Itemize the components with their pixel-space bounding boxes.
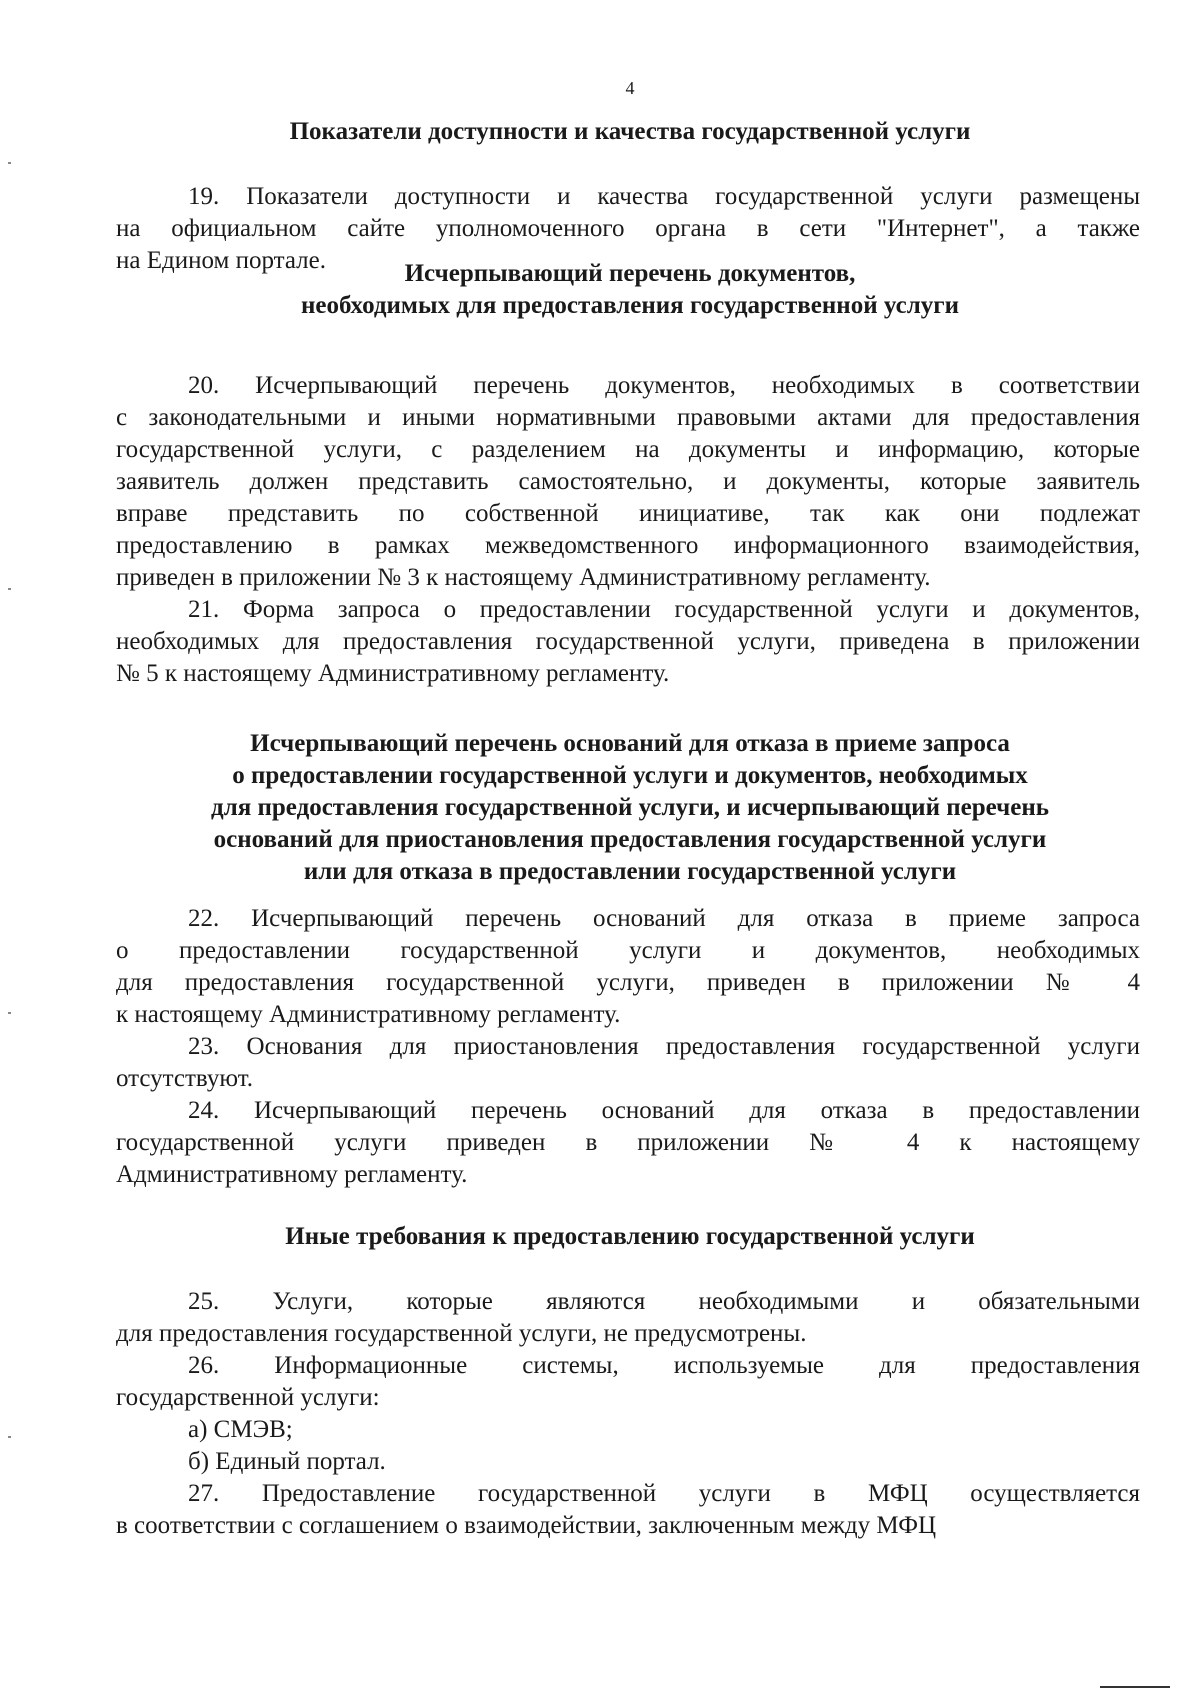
heading-line: оснований для приостановления предоставления государственной услуги <box>213 826 1047 853</box>
heading-accessibility <box>0 116 1200 148</box>
list-item-a <box>116 1414 1140 1446</box>
heading-line: Показатели доступности и качества государственной услуги <box>289 118 971 145</box>
page-number: 4 <box>625 78 635 98</box>
text-line-content: 25. Услуги, которые являются необходимыми и обязательными <box>188 1288 1140 1315</box>
text-line-content: 23. Основания для приостановления предоставления государственной услуги <box>188 1033 1140 1060</box>
text-line: о предоставлении государственной услуги и документов, необходимых <box>116 937 1140 964</box>
heading-line: для предоставления государственной услуги, и исчерпывающий перечень <box>211 794 1049 821</box>
text-line-content: 22. Исчерпывающий перечень оснований для отказа в приеме запроса <box>188 905 1140 932</box>
text-line: для предоставления государственной услуги, приведен в приложении № 4 <box>116 969 1140 996</box>
text-line <box>116 370 1140 402</box>
text-line: с законодательными и иными нормативными правовыми актами для предоставления <box>116 404 1140 431</box>
paragraph-22 <box>116 903 1140 1031</box>
text-line: на официальном сайте уполномоченного органа в сети "Интернет", а также <box>116 215 1140 242</box>
heading-other-requirements <box>0 1221 1200 1253</box>
text-line: государственной услуги, с разделением на документы и информацию, которые <box>116 436 1140 463</box>
text-line: для предоставления государственной услуги, не предусмотрены. <box>116 1320 807 1347</box>
text-line <box>116 1478 1140 1510</box>
text-line: к настоящему Административному регламенту. <box>116 1001 621 1028</box>
heading-line: необходимых для предоставления государственной услуги <box>301 292 959 319</box>
heading-line: Иные требования к предоставлению государственной услуги <box>285 1223 975 1250</box>
text-line: государственной услуги: <box>116 1384 380 1411</box>
text-line: вправе представить по собственной инициативе, так как они подлежат <box>116 500 1140 527</box>
text-line-content: 27. Предоставление государственной услуги в МФЦ осуществляется <box>188 1480 1140 1507</box>
text-line: заявитель должен представить самостоятельно, и документы, которые заявитель <box>116 468 1140 495</box>
text-line-content: 26. Информационные системы, используемые для предоставления <box>188 1352 1140 1379</box>
text-line-content: 21. Форма запроса о предоставлении государственной услуги и документов, <box>188 596 1140 623</box>
scan-speck <box>8 162 11 164</box>
scan-speck <box>8 1012 11 1014</box>
bottom-edge-mark <box>1100 1686 1170 1688</box>
heading-line: Исчерпывающий перечень оснований для отказа в приеме запроса <box>250 730 1010 757</box>
paragraph-27 <box>116 1478 1140 1542</box>
text-line <box>116 181 1140 213</box>
text-line-content: 19. Показатели доступности и качества государственной услуги размещены <box>188 183 1140 210</box>
heading-refusal-grounds <box>120 728 1140 888</box>
text-line <box>116 1095 1140 1127</box>
text-line <box>116 1031 1140 1063</box>
text-line: в соответствии с соглашением о взаимодействии, заключенным между МФЦ <box>116 1512 937 1539</box>
text-line-content: 24. Исчерпывающий перечень оснований для отказа в предоставлении <box>188 1097 1140 1124</box>
list-item-b <box>116 1446 1140 1478</box>
text-line: отсутствуют. <box>116 1065 254 1092</box>
scan-speck <box>8 588 11 590</box>
text-line <box>116 1446 1140 1478</box>
paragraph-25 <box>116 1286 1140 1350</box>
text-line: приведен в приложении № 3 к настоящему Административному регламенту. <box>116 564 931 591</box>
text-line-content: б) Единый портал. <box>188 1448 386 1475</box>
text-line: государственной услуги приведен в приложении № 4 к настоящему <box>116 1129 1140 1156</box>
text-line <box>116 903 1140 935</box>
heading-line: или для отказа в предоставлении государственной услуги <box>303 858 957 885</box>
text-line <box>116 1414 1140 1446</box>
text-line: на Едином портале. <box>116 247 326 274</box>
heading-line: Исчерпывающий перечень документов, <box>404 260 856 287</box>
text-line <box>116 1350 1140 1382</box>
text-line-content: а) СМЭВ; <box>188 1416 293 1443</box>
text-line <box>116 594 1140 626</box>
text-line: необходимых для предоставления государственной услуги, приведена в приложении <box>116 628 1140 655</box>
scan-speck <box>8 1436 11 1438</box>
heading-documents-list <box>0 258 1200 322</box>
paragraph-21 <box>116 594 1140 690</box>
text-line: № 5 к настоящему Административному регламенту. <box>116 660 670 687</box>
paragraph-20 <box>116 370 1140 594</box>
paragraph-26 <box>116 1350 1140 1414</box>
paragraph-23 <box>116 1031 1140 1095</box>
text-line-content: 20. Исчерпывающий перечень документов, необходимых в соответствии <box>188 372 1140 399</box>
heading-line: о предоставлении государственной услуги и документов, необходимых <box>232 762 1028 789</box>
text-line <box>116 1286 1140 1318</box>
text-line: Административному регламенту. <box>116 1161 468 1188</box>
paragraph-24 <box>116 1095 1140 1191</box>
text-line: предоставлению в рамках межведомственного информационного взаимодействия, <box>116 532 1140 559</box>
